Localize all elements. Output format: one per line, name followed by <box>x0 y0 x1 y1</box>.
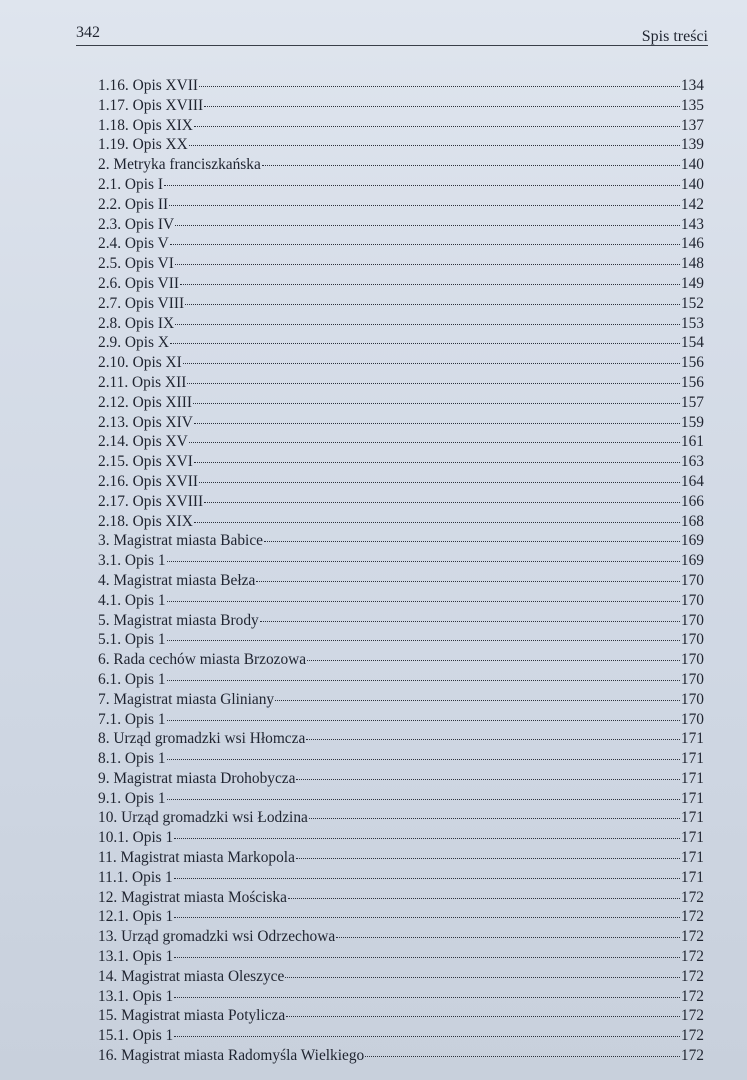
toc-dot-leader <box>187 383 680 384</box>
toc-entry-page: 172 <box>680 948 704 966</box>
page-number: 342 <box>76 24 100 41</box>
toc-entry <box>98 749 704 769</box>
toc-dot-leader <box>275 700 680 701</box>
toc-entry <box>98 729 704 749</box>
toc-entry-page: 156 <box>680 354 704 372</box>
toc-entry-page: 172 <box>680 967 704 985</box>
toc-entry-title: 2.1. Opis I <box>98 175 163 193</box>
toc-entry <box>98 274 704 294</box>
toc-entry-title: 2.6. Opis VII <box>98 274 179 292</box>
toc-dot-leader <box>199 482 680 483</box>
toc-entry <box>98 868 704 888</box>
toc-entry-page: 157 <box>680 393 704 411</box>
toc-dot-leader <box>167 680 680 681</box>
toc-entry-page: 171 <box>680 769 704 787</box>
toc-dot-leader <box>199 86 680 87</box>
toc-entry-page: 169 <box>680 552 704 570</box>
toc-entry-title: 7. Magistrat miasta Gliniany <box>98 690 275 708</box>
toc-entry-page: 172 <box>680 1007 704 1025</box>
toc-entry-title: 11.1. Opis 1 <box>98 868 173 886</box>
toc-entry-title: 11. Magistrat miasta Markopola <box>98 849 295 867</box>
toc-entry <box>98 254 704 274</box>
toc-entry <box>98 472 704 492</box>
toc-entry-page: 166 <box>680 492 704 510</box>
toc-dot-leader <box>167 720 680 721</box>
toc-entry-title: 1.17. Opis XVIII <box>98 96 204 114</box>
toc-entry <box>98 135 704 155</box>
toc-entry <box>98 591 704 611</box>
toc-entry-page: 169 <box>680 532 704 550</box>
toc-entry-title: 5. Magistrat miasta Brody <box>98 611 259 629</box>
toc-entry-title: 2.7. Opis VIII <box>98 294 185 312</box>
toc-entry <box>98 630 704 650</box>
toc-entry-page: 170 <box>680 611 704 629</box>
toc-entry <box>98 670 704 690</box>
toc-entry-page: 172 <box>680 888 704 906</box>
toc-dot-leader <box>365 1056 680 1057</box>
toc-dot-leader <box>167 799 680 800</box>
toc-entry-title: 4.1. Opis 1 <box>98 591 166 609</box>
toc-entry-page: 159 <box>680 413 704 431</box>
toc-entry-page: 171 <box>680 868 704 886</box>
toc-dot-leader <box>189 145 680 146</box>
header-rule <box>76 45 708 46</box>
toc-entry <box>98 710 704 730</box>
toc-entry-page: 172 <box>680 908 704 926</box>
toc-dot-leader <box>167 601 680 602</box>
toc-dot-leader <box>264 541 680 542</box>
toc-dot-leader <box>180 284 680 285</box>
toc-entry-page: 142 <box>680 195 704 213</box>
toc-entry-page: 152 <box>680 294 704 312</box>
toc-entry <box>98 195 704 215</box>
running-title: Spis treści <box>641 28 708 45</box>
toc-entry-title: 6. Rada cechów miasta Brzozowa <box>98 651 307 669</box>
toc-dot-leader <box>174 878 680 879</box>
toc-dot-leader <box>174 997 680 998</box>
toc-dot-leader <box>189 442 680 443</box>
toc-entry-page: 171 <box>680 730 704 748</box>
toc-entry-page: 171 <box>680 750 704 768</box>
toc-entry-page: 170 <box>680 571 704 589</box>
toc-entry-page: 135 <box>680 96 704 114</box>
table-of-contents <box>98 76 704 1066</box>
toc-entry <box>98 175 704 195</box>
toc-entry-title: 2.9. Opis X <box>98 334 169 352</box>
toc-entry-title: 10.1. Opis 1 <box>98 829 174 847</box>
toc-entry-title: 2.11. Opis XII <box>98 373 187 391</box>
toc-entry-page: 146 <box>680 235 704 253</box>
toc-entry <box>98 907 704 927</box>
toc-dot-leader <box>175 264 680 265</box>
toc-dot-leader <box>174 917 680 918</box>
toc-dot-leader <box>167 640 680 641</box>
toc-entry <box>98 690 704 710</box>
toc-entry <box>98 452 704 472</box>
toc-entry <box>98 828 704 848</box>
toc-entry-page: 170 <box>680 670 704 688</box>
toc-entry-title: 13.1. Opis 1 <box>98 948 174 966</box>
toc-dot-leader <box>174 957 680 958</box>
toc-entry-title: 2.15. Opis XVI <box>98 453 193 471</box>
toc-entry-page: 163 <box>680 453 704 471</box>
toc-dot-leader <box>296 858 680 859</box>
toc-entry <box>98 947 704 967</box>
toc-entry-page: 170 <box>680 591 704 609</box>
toc-dot-leader <box>336 937 680 938</box>
toc-entry-page: 148 <box>680 255 704 273</box>
toc-entry-page: 149 <box>680 274 704 292</box>
toc-entry-title: 2.5. Opis VI <box>98 255 174 273</box>
toc-entry-title: 2.17. Opis XVIII <box>98 492 204 510</box>
toc-entry <box>98 808 704 828</box>
toc-entry-title: 4. Magistrat miasta Bełza <box>98 571 256 589</box>
toc-entry <box>98 116 704 136</box>
toc-dot-leader <box>194 423 680 424</box>
toc-entry <box>98 155 704 175</box>
toc-entry <box>98 96 704 116</box>
toc-entry-page: 168 <box>680 512 704 530</box>
toc-entry-page: 140 <box>680 175 704 193</box>
toc-entry <box>98 413 704 433</box>
toc-dot-leader <box>170 244 680 245</box>
toc-dot-leader <box>288 898 680 899</box>
toc-entry-page: 170 <box>680 710 704 728</box>
toc-entry <box>98 789 704 809</box>
toc-entry <box>98 571 704 591</box>
toc-entry-page: 164 <box>680 472 704 490</box>
toc-dot-leader <box>256 581 680 582</box>
toc-entry <box>98 432 704 452</box>
toc-entry-page: 153 <box>680 314 704 332</box>
toc-entry-title: 1.16. Opis XVII <box>98 77 199 94</box>
toc-entry-title: 2.13. Opis XIV <box>98 413 193 431</box>
toc-entry <box>98 234 704 254</box>
toc-entry <box>98 314 704 334</box>
toc-entry-title: 14. Magistrat miasta Oleszyce <box>98 967 285 985</box>
toc-entry-page: 139 <box>680 136 704 154</box>
toc-entry <box>98 967 704 987</box>
toc-entry <box>98 611 704 631</box>
toc-entry-page: 172 <box>680 928 704 946</box>
toc-dot-leader <box>174 838 680 839</box>
toc-entry-title: 2. Metryka franciszkańska <box>98 156 261 174</box>
toc-dot-leader <box>260 621 680 622</box>
toc-dot-leader <box>193 403 680 404</box>
toc-dot-leader <box>204 502 680 503</box>
toc-entry-page: 140 <box>680 156 704 174</box>
toc-entry-title: 9. Magistrat miasta Drohobycza <box>98 769 296 787</box>
toc-entry <box>98 512 704 532</box>
toc-entry-title: 2.3. Opis IV <box>98 215 175 233</box>
toc-entry-title: 3.1. Opis 1 <box>98 552 166 570</box>
toc-dot-leader <box>175 225 680 226</box>
toc-entry-page: 170 <box>680 631 704 649</box>
toc-entry-page: 171 <box>680 829 704 847</box>
toc-dot-leader <box>204 106 680 107</box>
toc-dot-leader <box>194 522 680 523</box>
toc-entry-title: 2.14. Opis XV <box>98 433 188 451</box>
toc-entry <box>98 1006 704 1026</box>
toc-entry-page: 171 <box>680 789 704 807</box>
toc-entry-title: 5.1. Opis 1 <box>98 631 166 649</box>
toc-entry-title: 2.18. Opis XIX <box>98 512 193 530</box>
toc-dot-leader <box>286 1016 680 1017</box>
toc-dot-leader <box>170 343 680 344</box>
toc-dot-leader <box>285 977 680 978</box>
toc-entry <box>98 650 704 670</box>
toc-entry <box>98 353 704 373</box>
toc-entry-title: 2.8. Opis IX <box>98 314 175 332</box>
toc-entry-title: 2.10. Opis XI <box>98 354 182 372</box>
toc-entry-page: 170 <box>680 651 704 669</box>
toc-entry <box>98 333 704 353</box>
toc-entry-title: 2.16. Opis XVII <box>98 472 199 490</box>
toc-entry-title: 12.1. Opis 1 <box>98 908 174 926</box>
toc-entry-title: 12. Magistrat miasta Mościska <box>98 888 287 906</box>
toc-entry-page: 137 <box>680 116 704 134</box>
toc-entry-title: 8. Urząd gromadzki wsi Hłomcza <box>98 730 306 748</box>
toc-dot-leader <box>309 818 680 819</box>
toc-entry <box>98 294 704 314</box>
toc-entry <box>98 531 704 551</box>
toc-entry-title: 13.1. Opis 1 <box>98 987 174 1005</box>
toc-dot-leader <box>194 126 680 127</box>
toc-dot-leader <box>296 779 679 780</box>
toc-entry <box>98 492 704 512</box>
toc-entry-title: 9.1. Opis 1 <box>98 789 166 807</box>
toc-entry-title: 15. Magistrat miasta Potylicza <box>98 1007 286 1025</box>
toc-entry-title: 10. Urząd gromadzki wsi Łodzina <box>98 809 308 827</box>
toc-entry <box>98 373 704 393</box>
toc-entry <box>98 888 704 908</box>
toc-dot-leader <box>185 304 680 305</box>
toc-dot-leader <box>167 561 680 562</box>
toc-entry <box>98 76 704 96</box>
toc-entry <box>98 1046 704 1066</box>
toc-dot-leader <box>167 759 680 760</box>
toc-entry-page: 143 <box>680 215 704 233</box>
toc-dot-leader <box>174 1036 680 1037</box>
toc-entry-page: 171 <box>680 849 704 867</box>
toc-dot-leader <box>307 660 680 661</box>
toc-entry <box>98 769 704 789</box>
toc-entry-title: 8.1. Opis 1 <box>98 750 166 768</box>
toc-entry-title: 2.2. Opis II <box>98 195 169 213</box>
toc-entry-page: 156 <box>680 373 704 391</box>
toc-entry <box>98 987 704 1007</box>
toc-entry-title: 3. Magistrat miasta Babice <box>98 532 263 550</box>
toc-dot-leader <box>183 363 680 364</box>
toc-entry-page: 134 <box>680 77 704 94</box>
toc-entry <box>98 1026 704 1046</box>
toc-entry-page: 154 <box>680 334 704 352</box>
toc-entry-title: 2.4. Opis V <box>98 235 169 253</box>
toc-entry <box>98 927 704 947</box>
toc-dot-leader <box>194 462 680 463</box>
toc-dot-leader <box>164 185 680 186</box>
toc-entry-title: 1.18. Opis XIX <box>98 116 193 134</box>
toc-entry-page: 172 <box>680 1027 704 1045</box>
toc-dot-leader <box>306 739 680 740</box>
toc-entry-page: 172 <box>680 1047 704 1065</box>
toc-entry-title: 16. Magistrat miasta Radomyśla Wielkiego <box>98 1047 365 1065</box>
toc-entry-page: 170 <box>680 690 704 708</box>
toc-entry <box>98 215 704 235</box>
toc-entry-title: 15.1. Opis 1 <box>98 1027 174 1045</box>
toc-entry-title: 7.1. Opis 1 <box>98 710 166 728</box>
toc-dot-leader <box>175 324 680 325</box>
toc-entry-page: 171 <box>680 809 704 827</box>
toc-entry <box>98 848 704 868</box>
toc-entry-title: 13. Urząd gromadzki wsi Odrzechowa <box>98 928 336 946</box>
toc-entry-page: 161 <box>680 433 704 451</box>
toc-dot-leader <box>169 205 680 206</box>
toc-entry-title: 6.1. Opis 1 <box>98 670 166 688</box>
toc-entry <box>98 393 704 413</box>
toc-entry-title: 1.19. Opis XX <box>98 136 188 154</box>
toc-entry <box>98 551 704 571</box>
toc-entry-title: 2.12. Opis XIII <box>98 393 193 411</box>
toc-entry-page: 172 <box>680 987 704 1005</box>
toc-dot-leader <box>262 165 680 166</box>
